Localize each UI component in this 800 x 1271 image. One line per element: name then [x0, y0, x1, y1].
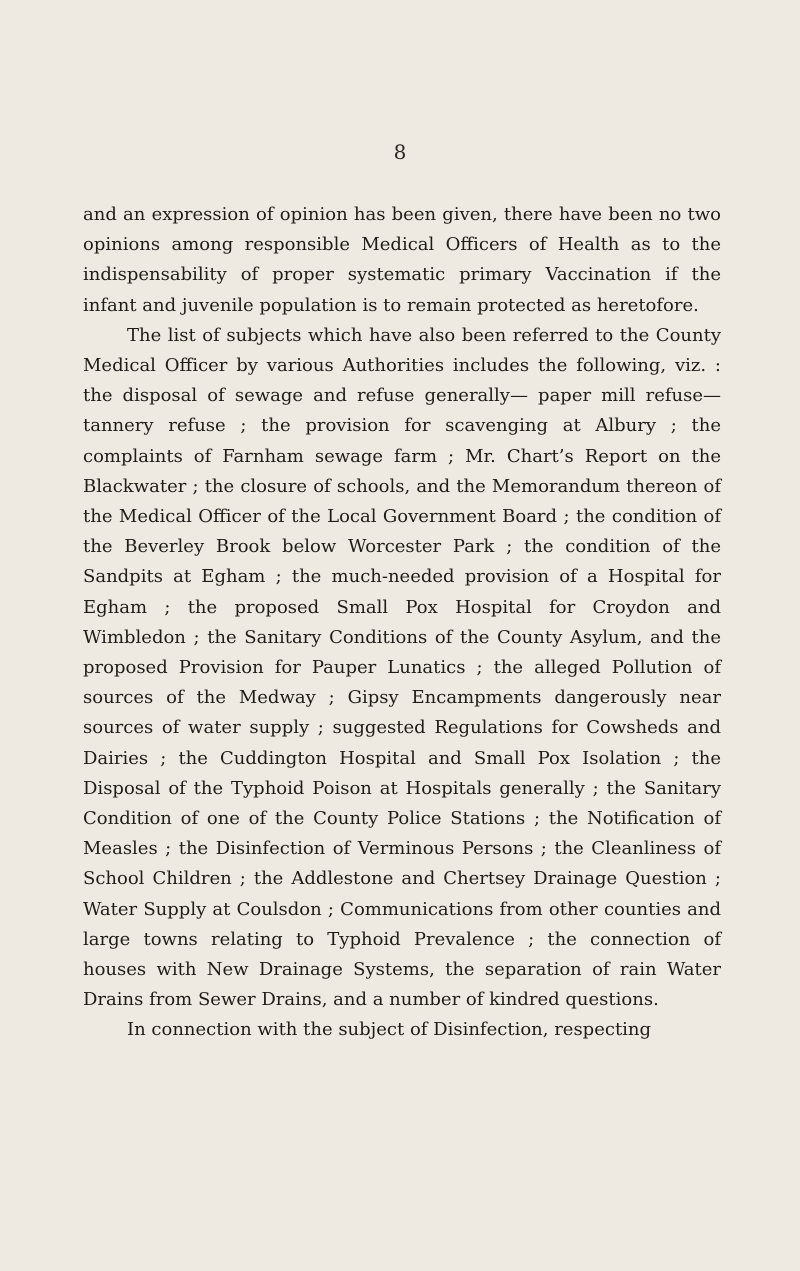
paragraph-vaccination: and an expression of opinion has been given, there have been no two opinions among responsible Medical Officers of Health as to the indispensability of proper systematic primary Vaccination if the infant and juvenile population is to remain protected as heretofore. — [83, 204, 721, 316]
page-number: 8 — [393, 140, 407, 164]
body-text — [83, 200, 721, 1046]
paragraph-subjects-list: The list of subjects which have also been referred to the County Medical Officer by various Authorities includes the following, viz. : the disposal of sewage and refuse generally— paper mill refuse—tannery refuse ; the provision for scavenging at Albury ; the complaints of Farnham sewage farm ; Mr. Chart’s Report on the Blackwater ; the closure of schools, and the Memorandum thereon of the Medical Officer of the Local Government Board ; the condition of the Beverley Brook below Worcester Park ; the condition of the Sandpits at Egham ; the much-needed provision of a Hospital for Egham ; the proposed Small Pox Hospital for Croydon and Wimbledon ; the Sanitary Conditions of the County Asylum, and the proposed Provision for Pauper Lunatics ; the alleged Pollution of sources of the Medway ; Gipsy Encampments dangerously near sources of water supply ; suggested Regulations for Cowsheds and Dairies ; the Cuddington Hospital and Small Pox Isolation ; the Disposal of the Typhoid Poison at Hospitals generally ; the Sanitary Condition of one of the County Police Stations ; the Notification of Measles ; the Disinfection of Verminous Persons ; the Cleanliness of School Children ; the Addlestone and Chertsey Drainage Question ; Water Supply at Coulsdon ; Communications from other counties and large towns relating to Typhoid Prevalence ; the connection of houses with New Drainage Systems, the separation of rain Water Drains from Sewer Drains, and a number of kindred questions. — [83, 324, 721, 1011]
paragraph-disinfection: In connection with the subject of Disinfection, respecting — [127, 1019, 652, 1041]
